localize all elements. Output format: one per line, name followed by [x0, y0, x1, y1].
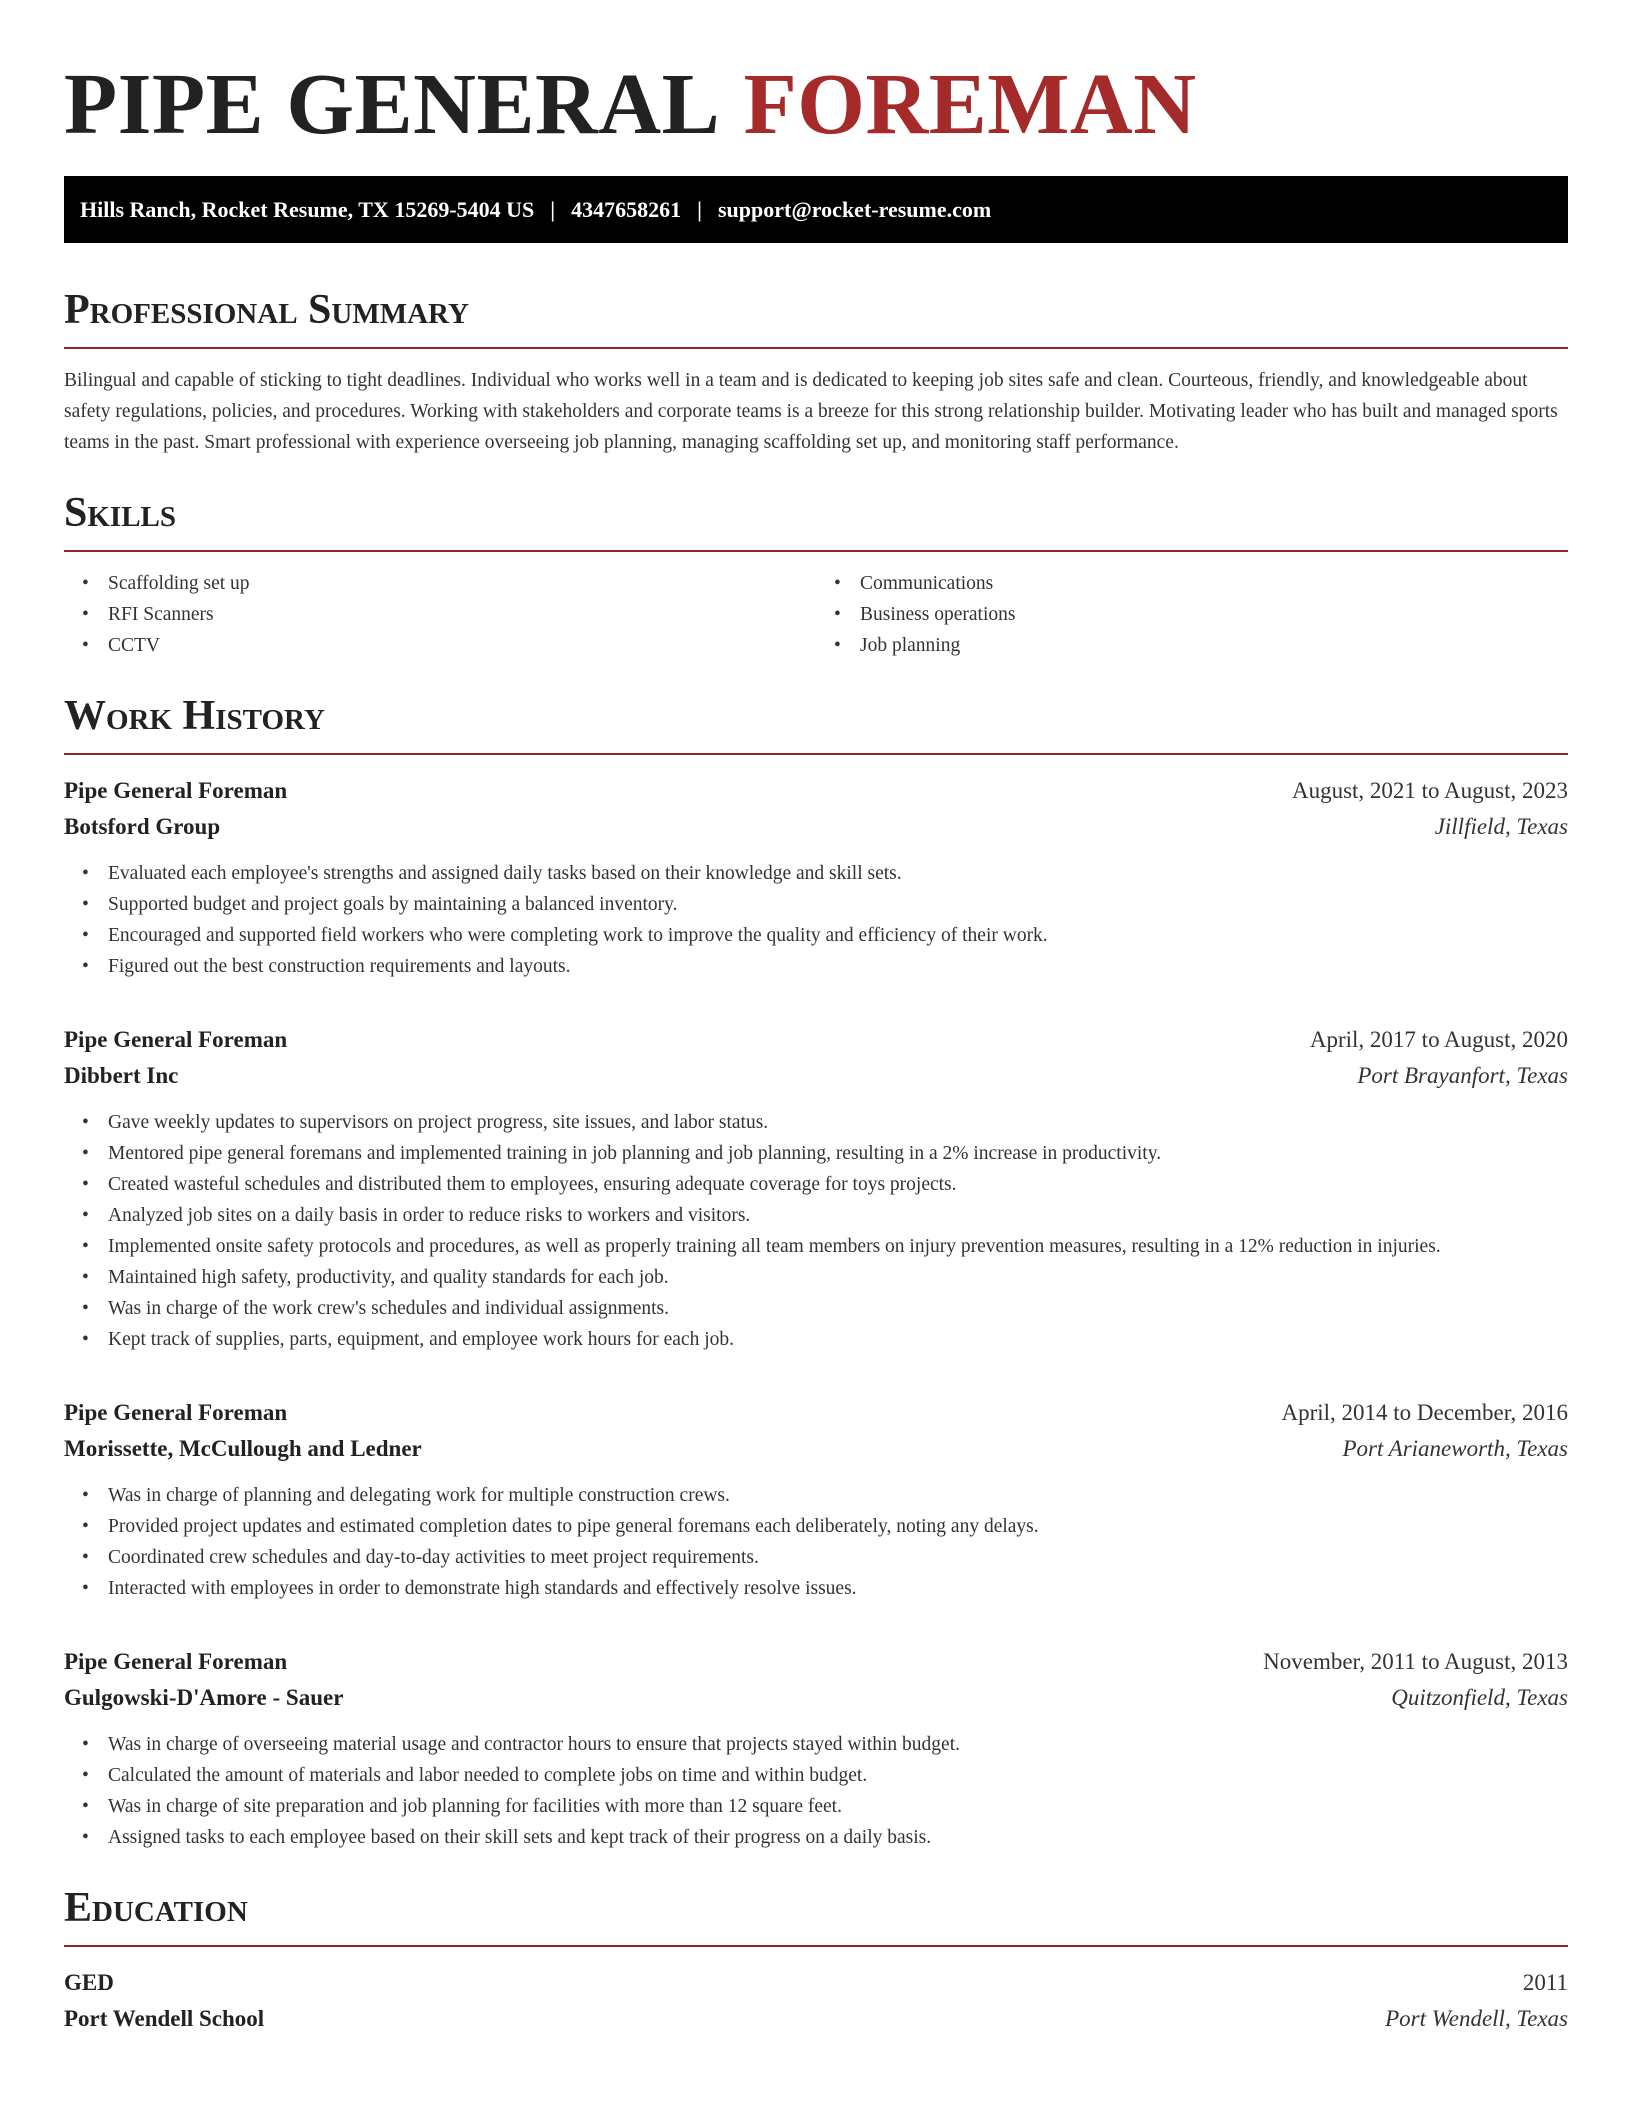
- section-divider: [64, 347, 1568, 349]
- job-bullet: • Mentored pipe general foremans and implemented training in job planning and job planning, resulting in a 2% increase in productivity.: [108, 1138, 1568, 1169]
- contact-phone: 4347658261: [571, 196, 682, 222]
- job-company-row: [64, 809, 1568, 845]
- contact-separator: |: [550, 196, 556, 222]
- job-company: Dibbert Inc: [64, 1063, 179, 1088]
- job-bullet: • Gave weekly updates to supervisors on project progress, site issues, and labor status.: [108, 1107, 1568, 1138]
- job-location: Jillfield, Texas: [1434, 814, 1568, 839]
- contact-email: support@rocket-resume.com: [717, 196, 992, 222]
- job-header-row: [64, 1022, 1568, 1058]
- job-entry: [64, 1395, 1568, 1604]
- section-divider: [64, 753, 1568, 755]
- education-location: Port Wendell, Texas: [1385, 2006, 1568, 2031]
- section-divider: [64, 550, 1568, 552]
- education-school-row: [64, 2001, 1568, 2037]
- job-entry: [64, 773, 1568, 982]
- job-bullet: • Figured out the best construction requirements and layouts.: [108, 951, 1568, 982]
- skill-item: • Communications: [860, 568, 1568, 599]
- job-entry: [64, 1022, 1568, 1355]
- job-bullet: • Interacted with employees in order to demonstrate high standards and effectively resolve issues.: [108, 1573, 1568, 1604]
- job-bullet: • Supported budget and project goals by maintaining a balanced inventory.: [108, 889, 1568, 920]
- job-bullets: [64, 1480, 1568, 1604]
- section-title-skills: Skills: [64, 490, 177, 536]
- job-title: Pipe General Foreman: [64, 1649, 288, 1674]
- job-bullet: • Calculated the amount of materials and labor needed to complete jobs on time and within budget.: [108, 1760, 1568, 1791]
- job-title: Pipe General Foreman: [64, 1400, 288, 1425]
- skill-item: • Job planning: [860, 630, 1568, 661]
- job-bullet: • Encouraged and supported field workers who were completing work to improve the quality and efficiency of their work.: [108, 920, 1568, 951]
- contact-address: Hills Ranch, Rocket Resume, TX 15269-5404 US: [80, 196, 535, 222]
- job-location: Port Arianeworth, Texas: [1342, 1436, 1568, 1461]
- job-company-row: [64, 1431, 1568, 1467]
- section-title-summary: Professional Summary: [64, 287, 469, 333]
- job-bullet: • Created wasteful schedules and distributed them to employees, ensuring adequate coverage for toys projects.: [108, 1169, 1568, 1200]
- job-bullet: • Was in charge of planning and delegating work for multiple construction crews.: [108, 1480, 1568, 1511]
- job-bullet: • Coordinated crew schedules and day-to-day activities to meet project requirements.: [108, 1542, 1568, 1573]
- skills-section: [64, 488, 1568, 661]
- education-degree: GED: [64, 1970, 114, 1995]
- job-bullets: [64, 1729, 1568, 1853]
- job-bullet: • Evaluated each employee's strengths and assigned daily tasks based on their knowledge and skill sets.: [108, 858, 1568, 889]
- professional-summary-section: [64, 285, 1568, 458]
- job-bullet: • Provided project updates and estimated completion dates to pipe general foremans each deliberately, noting any delays.: [108, 1511, 1568, 1542]
- education-school: Port Wendell School: [64, 2006, 265, 2031]
- job-header-row: [64, 1644, 1568, 1680]
- job-title: Pipe General Foreman: [64, 778, 288, 803]
- job-company: Gulgowski-D'Amore - Sauer: [64, 1685, 344, 1710]
- job-header-row: [64, 773, 1568, 809]
- section-divider: [64, 1945, 1568, 1947]
- name-first: PIPE GENERAL: [64, 55, 716, 152]
- job-location: Port Brayanfort, Texas: [1357, 1063, 1568, 1088]
- skills-column-right: [816, 568, 1568, 661]
- education-year: 2011: [1522, 1970, 1568, 1995]
- name-last: FOREMAN: [743, 55, 1197, 152]
- job-bullet: • Implemented onsite safety protocols and procedures, as well as properly training all team members on injury prevention measures, resulting in a 12% reduction in injuries.: [108, 1231, 1568, 1262]
- job-company-row: [64, 1680, 1568, 1716]
- skill-item: • Scaffolding set up: [108, 568, 816, 599]
- job-company: Botsford Group: [64, 814, 221, 839]
- job-bullet: • Was in charge of overseeing material usage and contractor hours to ensure that projects stayed within budget.: [108, 1729, 1568, 1760]
- job-company-row: [64, 1058, 1568, 1094]
- job-dates: April, 2017 to August, 2020: [1309, 1027, 1568, 1052]
- job-location: Quitzonfield, Texas: [1391, 1685, 1568, 1710]
- job-header-row: [64, 1395, 1568, 1431]
- contact-separator: |: [697, 196, 702, 222]
- job-title: Pipe General Foreman: [64, 1027, 288, 1052]
- summary-text: Bilingual and capable of sticking to tight deadlines. Individual who works well in a team and is dedicated to keeping job sites safe and clean. Courteous, friendly, and knowledgeable about safety regulations, policies, and procedures. Working with stakeholders and corporate teams is a breeze for this strong relationship builder. Motivating leader who has built and managed sports teams in the past. Smart professional with experience overseeing job planning, managing scaffolding set up, and monitoring staff performance.: [64, 370, 1558, 453]
- job-bullets: [64, 858, 1568, 982]
- job-bullet: • Analyzed job sites on a daily basis in order to reduce risks to workers and visitors.: [108, 1200, 1568, 1231]
- resume-name: [64, 50, 1568, 158]
- job-bullets: [64, 1107, 1568, 1355]
- education-header-row: [64, 1965, 1568, 2001]
- job-bullet: • Was in charge of site preparation and job planning for facilities with more than 12 square feet.: [108, 1791, 1568, 1822]
- job-bullet: • Was in charge of the work crew's schedules and individual assignments.: [108, 1293, 1568, 1324]
- skills-column-left: [64, 568, 816, 661]
- work-history-section: [64, 691, 1568, 1853]
- skills-grid: [64, 568, 1568, 661]
- job-bullet: • Kept track of supplies, parts, equipment, and employee work hours for each job.: [108, 1324, 1568, 1355]
- job-entry: [64, 1644, 1568, 1853]
- skill-item: • Business operations: [860, 599, 1568, 630]
- skill-item: • CCTV: [108, 630, 816, 661]
- section-title-work-history: Work History: [64, 693, 325, 739]
- education-section: [64, 1883, 1568, 2037]
- education-entry: [64, 1965, 1568, 2037]
- job-dates: November, 2011 to August, 2013: [1263, 1649, 1568, 1674]
- job-bullet: • Assigned tasks to each employee based on their skill sets and kept track of their progress on a daily basis.: [108, 1822, 1568, 1853]
- contact-bar: [64, 176, 1568, 243]
- job-company: Morissette, McCullough and Ledner: [64, 1436, 422, 1461]
- job-dates: August, 2021 to August, 2023: [1291, 778, 1568, 803]
- job-bullet: • Maintained high safety, productivity, and quality standards for each job.: [108, 1262, 1568, 1293]
- skill-item: • RFI Scanners: [108, 599, 816, 630]
- job-dates: April, 2014 to December, 2016: [1281, 1400, 1568, 1425]
- section-title-education: Education: [64, 1885, 248, 1931]
